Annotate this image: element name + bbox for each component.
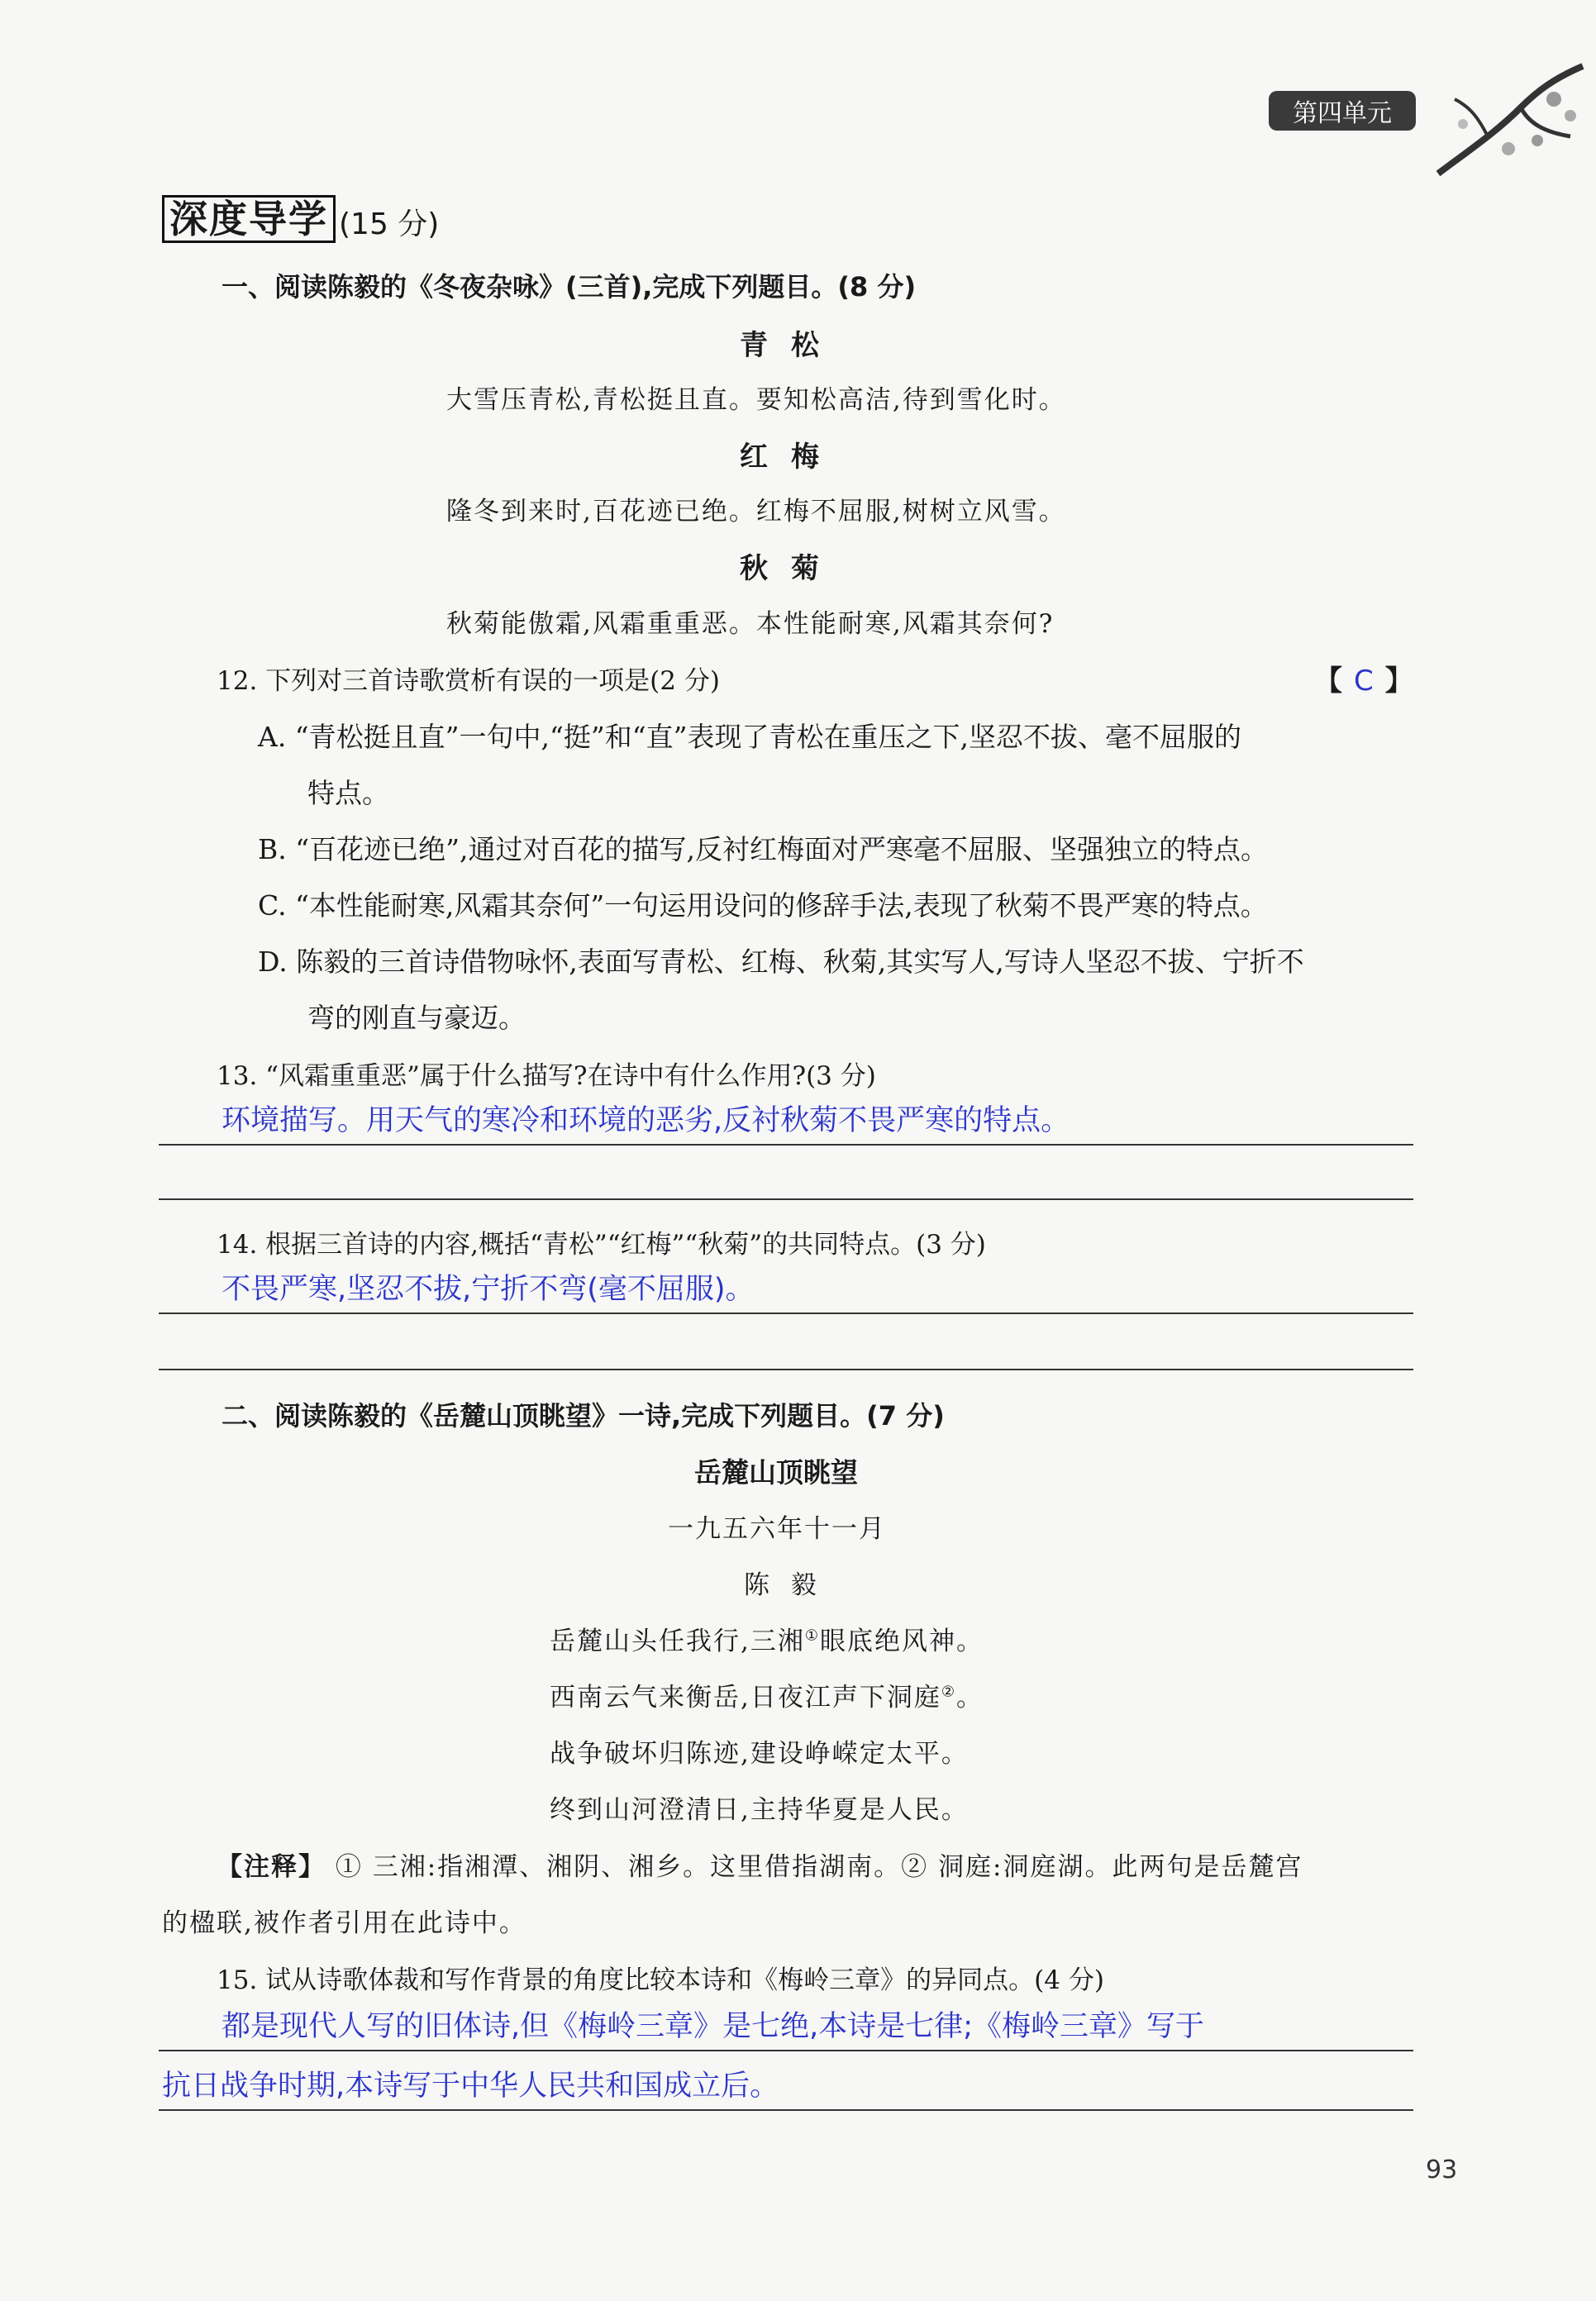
unit-badge: 第四单元 — [1269, 91, 1416, 131]
q12-option-c: C. “本性能耐寒,风霜其奈何”一句运用设问的修辞手法,表现了秋菊不畏严寒的特点。 — [258, 889, 1268, 922]
poem2-line-2 — [550, 1676, 984, 1713]
notes — [217, 1846, 1303, 1883]
q13-answer: 环境描写。用天气的寒冷和环境的恶劣,反衬秋菊不畏严寒的特点。 — [222, 1104, 1070, 1137]
answer-line — [159, 2109, 1413, 2111]
q12-option-b: B. “百花迹已绝”,通过对百花的描写,反衬红梅面对严寒毫不屈服、坚强独立的特点。 — [258, 833, 1268, 865]
poem2-author: 陈 毅 — [744, 1570, 818, 1600]
part1-heading: 一、阅读陈毅的《冬夜杂咏》(三首),完成下列题目。(8 分) — [222, 271, 917, 303]
poem-title-qiuju: 秋菊 — [740, 552, 842, 585]
q14-stem: 14. 根据三首诗的内容,概括“青松”“红梅”“秋菊”的共同特点。(3 分) — [217, 1230, 986, 1260]
q14-answer: 不畏严寒,坚忍不拔,宁折不弯(毫不屈服)。 — [222, 1273, 755, 1306]
poem2-title: 岳麓山顶眺望 — [694, 1456, 858, 1489]
poem2-line-4: 终到山河澄清日,主持华夏是人民。 — [550, 1795, 969, 1825]
poem2-line-1a: 岳麓山头任我行,三湘 — [550, 1627, 805, 1656]
poem2-line-2b: 。 — [956, 1683, 984, 1713]
q12-stem: 12. 下列对三首诗歌赏析有误的一项是(2 分) — [217, 666, 720, 696]
section-title: 深度导学 — [162, 195, 336, 243]
poem2-line-2a: 西南云气来衡岳,日夜江声下洞庭 — [550, 1683, 941, 1713]
bracket-close: 】 — [1384, 665, 1413, 698]
q15-answer-line2: 抗日战争时期,本诗写于中华人民共和国成立后。 — [162, 2070, 779, 2103]
q12-answer-box — [1314, 658, 1413, 698]
poem-title-hongmei: 红梅 — [740, 441, 842, 474]
answer-line — [159, 2050, 1413, 2051]
section-score: (15 分) — [339, 207, 440, 241]
q12-option-d: D. 陈毅的三首诗借物咏怀,表面写青松、红梅、秋菊,其实写人,写诗人坚忍不拔、宁折不 — [258, 946, 1304, 978]
answer-line — [159, 1144, 1413, 1146]
note-ref-1: ① — [804, 1627, 820, 1645]
q12-answer: C — [1354, 665, 1374, 698]
poem-text-hongmei: 隆冬到来时,百花迹已绝。红梅不屈服,树树立风雪。 — [446, 497, 1066, 526]
bracket-open: 【 — [1314, 665, 1342, 698]
q13-stem: 13. “风霜重重恶”属于什么描写?在诗中有什么作用?(3 分) — [217, 1061, 876, 1091]
note-label: 【注释】 — [217, 1852, 326, 1882]
answer-line — [159, 1369, 1413, 1370]
poem-text-qiuju: 秋菊能傲霜,风霜重重恶。本性能耐寒,风霜其奈何? — [446, 609, 1055, 639]
note-line-2: 的楹联,被作者引用在此诗中。 — [162, 1908, 526, 1938]
poem2-date: 一九五六年十一月 — [668, 1514, 886, 1544]
poem2-line-1 — [550, 1620, 984, 1657]
page-number: 93 — [1426, 2156, 1458, 2184]
plum-branch-icon — [1430, 50, 1587, 190]
q12-option-a: A. “青松挺且直”一句中,“挺”和“直”表现了青松在重压之下,坚忍不拔、毫不屈服的 — [258, 721, 1242, 753]
poem-title-qingsong: 青松 — [740, 329, 842, 362]
note-ref-2: ② — [941, 1683, 956, 1701]
part2-heading: 二、阅读陈毅的《岳麓山顶眺望》一诗,完成下列题目。(7 分) — [222, 1400, 945, 1432]
q15-answer-line1: 都是现代人写的旧体诗,但《梅岭三章》是七绝,本诗是七律;《梅岭三章》写于 — [222, 2010, 1205, 2043]
q12-option-d-cont: 弯的刚直与豪迈。 — [307, 1002, 526, 1034]
answer-line — [159, 1198, 1413, 1200]
poem-text-qingsong: 大雪压青松,青松挺且直。要知松高洁,待到雪化时。 — [446, 385, 1066, 415]
poem2-line-1b: 眼底绝风神。 — [820, 1627, 984, 1656]
q15-stem: 15. 试从诗歌体裁和写作背景的角度比较本诗和《梅岭三章》的异同点。(4 分) — [217, 1965, 1104, 1995]
answer-line — [159, 1312, 1413, 1314]
q12-option-a-cont: 特点。 — [307, 777, 389, 809]
note-line-1: ① 三湘:指湘潭、湘阴、湘乡。这里借指湖南。② 洞庭:洞庭湖。此两句是岳麓宫 — [335, 1852, 1303, 1882]
poem2-line-3: 战争破坏归陈迹,建设峥嵘定太平。 — [550, 1739, 969, 1769]
